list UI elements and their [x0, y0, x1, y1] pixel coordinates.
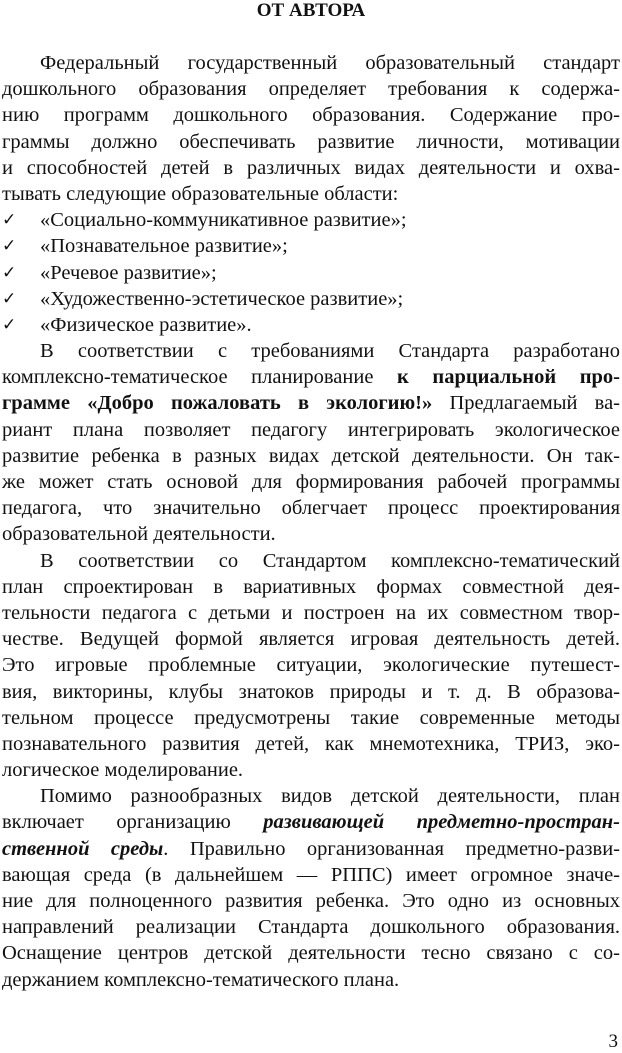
- page-number: 3: [608, 1031, 618, 1052]
- checklist-item-text: «Речевое развитие»;: [40, 261, 217, 284]
- paragraph-1-line: нию программ дошкольного образования. Содержание про-: [2, 104, 620, 127]
- paragraph-2-line: же может стать основой для формирования рабочей программы: [2, 471, 620, 493]
- emphasis-bold-italic: развивающей предметно-простран-: [263, 811, 620, 834]
- paragraph-1-line: граммы должно обеспечивать развитие личности, мотивации: [2, 130, 620, 153]
- paragraph-3-line: тельном процессе предусмотрены такие современные методы: [2, 706, 620, 729]
- paragraph-1-line: Федеральный государственный образовательный стандарт: [40, 52, 620, 74]
- paragraph-2-text: Предлагаемый ва-: [432, 392, 620, 415]
- check-icon: ✓: [2, 314, 17, 335]
- checklist-item: [2, 233, 620, 259]
- paragraph-4-line: Помимо разнообразных видов детской деятельности, план: [40, 785, 620, 808]
- page-body: [2, 50, 620, 993]
- checklist-item: [2, 207, 620, 233]
- check-icon: ✓: [2, 262, 17, 283]
- paragraph-4-line: держанием комплексно-тематического плана.: [2, 968, 400, 991]
- paragraph-1-line: тывать следующие образовательные области:: [2, 182, 399, 205]
- paragraph-2-line: В соответствии с требованиями Стандарта разработано: [40, 340, 620, 363]
- paragraph-4-line: [2, 836, 620, 862]
- paragraph-3-line: честве. Ведущей формой является игровая деятельность детей.: [2, 628, 620, 651]
- paragraph-2-line: развитие ребенка в разных видах детской деятельности. Он так-: [2, 444, 620, 467]
- checklist-item: [2, 260, 620, 286]
- paragraph-4-text: включает организацию: [2, 811, 264, 834]
- page-title: ОТ АВТОРА: [256, 0, 366, 21]
- paragraph-4-line: [2, 809, 620, 835]
- check-icon: ✓: [2, 210, 17, 231]
- paragraph-4-text: . Правильно организованная предметно-разви-: [163, 837, 620, 860]
- program-name-bold: к парциальной про-: [397, 366, 620, 389]
- paragraph-1-line: дошкольного образования определяет требования к содержа-: [2, 78, 620, 101]
- program-name-bold: грамме «Добро пожаловать в экологию!»: [2, 392, 433, 415]
- emphasis-bold-italic: ственной среды: [2, 837, 164, 860]
- paragraph-3-line: тельности педагога с детьми и построен на их совместном твор-: [2, 601, 620, 624]
- paragraph-3-line: план спроектирован в вариативных формах совместной дея-: [2, 575, 620, 598]
- paragraph-4-line: направлений реализации Стандарта дошкольного образования.: [2, 916, 620, 939]
- paragraph-2-line: педагога, что значительно облегчает процесс проектирования: [2, 497, 620, 520]
- paragraph-1-line: и способностей детей в различных видах деятельности и охва-: [2, 156, 620, 179]
- paragraph-3-line: вия, викторины, клубы знатоков природы и т. д. В образова-: [2, 680, 620, 703]
- paragraph-2-line: риант плана позволяет педагогу интегрировать экологическое: [2, 418, 620, 441]
- checklist-item-text: «Социально-коммуникативное развитие»;: [40, 209, 407, 232]
- paragraph-3-line: Это игровые проблемные ситуации, экологические путешест-: [2, 654, 620, 677]
- check-icon: ✓: [2, 236, 17, 257]
- checklist-item-text: «Физическое развитие».: [40, 313, 252, 336]
- check-icon: ✓: [2, 288, 17, 309]
- checklist-item-text: «Художественно-эстетическое развитие»;: [40, 287, 404, 310]
- paragraph-2-text: комплексно-тематическое планирование: [2, 366, 398, 389]
- checklist: [2, 207, 620, 338]
- paragraph-3-line: логическое моделирование.: [2, 759, 244, 782]
- paragraph-4-line: ние для полноценного развития ребенка. Это одно из основных: [2, 890, 620, 912]
- checklist-item: [2, 286, 620, 312]
- paragraph-2-line: образовательной деятельности.: [2, 523, 276, 546]
- checklist-item-text: «Познавательное развитие»;: [40, 235, 288, 258]
- checklist-item: [2, 312, 620, 338]
- paragraph-4-line: вающая среда (в дальнейшем — РППС) имеет огромное значе-: [2, 863, 620, 886]
- paragraph-2-line: [2, 390, 620, 416]
- paragraph-4-line: Оснащение центров детской деятельности тесно связано с со-: [2, 942, 620, 965]
- paragraph-2-line: [2, 364, 620, 390]
- paragraph-3-line: В соответствии со Стандартом комплексно-тематический: [40, 549, 620, 572]
- paragraph-3-line: познавательного развития детей, как мнемотехника, ТРИЗ, эко-: [2, 732, 620, 755]
